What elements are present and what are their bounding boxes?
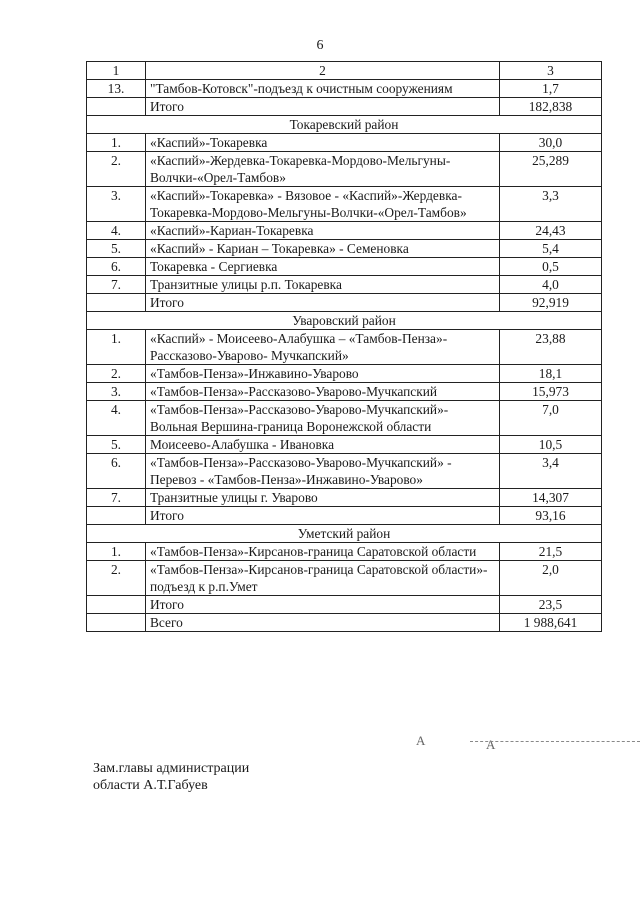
total-label: Итого (146, 596, 500, 614)
road-name: «Каспий» - Кариан – Токаревка» - Семеновка (146, 240, 500, 258)
road-length: 3,3 (500, 187, 602, 222)
row-number: 5. (87, 240, 146, 258)
page-number: 6 (316, 38, 324, 53)
road-length: 15,973 (500, 383, 602, 401)
signature-block (93, 760, 249, 794)
total-empty-cell (87, 98, 146, 116)
total-row (87, 596, 602, 614)
total-length: 92,919 (500, 294, 602, 312)
table-row (87, 222, 602, 240)
row-number: 13. (87, 80, 146, 98)
row-number: 1. (87, 134, 146, 152)
road-name: «Тамбов-Пенза»-Кирсанов-граница Саратовской области»-подъезд к р.п.Умет (146, 561, 500, 596)
road-length: 4,0 (500, 276, 602, 294)
total-row (87, 98, 602, 116)
road-length: 23,88 (500, 330, 602, 365)
header-col-1: 1 (87, 62, 146, 80)
table-row (87, 489, 602, 507)
road-length: 10,5 (500, 436, 602, 454)
table-row (87, 80, 602, 98)
row-number: 6. (87, 258, 146, 276)
handwritten-mark: A (486, 737, 496, 752)
handwritten-mark: A (416, 733, 426, 748)
table-row (87, 330, 602, 365)
row-number: 2. (87, 365, 146, 383)
table-header-row (87, 62, 602, 80)
total-label: Всего (146, 614, 500, 632)
table-row (87, 187, 602, 222)
road-name: «Тамбов-Пенза»-Кирсанов-граница Саратовской области (146, 543, 500, 561)
table-row (87, 383, 602, 401)
district-name: Уметский район (87, 525, 602, 543)
road-name: «Каспий» - Моисеево-Алабушка – «Тамбов-Пенза»-Рассказово-Уварово- Мучкапский» (146, 330, 500, 365)
scan-line-artifact (470, 741, 640, 742)
road-length: 5,4 (500, 240, 602, 258)
total-length: 1 988,641 (500, 614, 602, 632)
district-header-row (87, 116, 602, 134)
road-length: 14,307 (500, 489, 602, 507)
total-empty-cell (87, 614, 146, 632)
road-name: "Тамбов-Котовск"-подъезд к очистным сооружениям (146, 80, 500, 98)
total-length: 182,838 (500, 98, 602, 116)
total-row (87, 614, 602, 632)
road-length: 30,0 (500, 134, 602, 152)
road-length: 0,5 (500, 258, 602, 276)
row-number: 3. (87, 187, 146, 222)
row-number: 2. (87, 561, 146, 596)
row-number: 1. (87, 330, 146, 365)
district-name: Токаревский район (87, 116, 602, 134)
table-row (87, 240, 602, 258)
road-length: 7,0 (500, 401, 602, 436)
road-length: 21,5 (500, 543, 602, 561)
table-row (87, 401, 602, 436)
table-row (87, 152, 602, 187)
road-name: «Тамбов-Пенза»-Инжавино-Уварово (146, 365, 500, 383)
total-label: Итого (146, 98, 500, 116)
row-number: 3. (87, 383, 146, 401)
road-name: Токаревка - Сергиевка (146, 258, 500, 276)
district-name: Уваровский район (87, 312, 602, 330)
table-row (87, 543, 602, 561)
row-number: 5. (87, 436, 146, 454)
table-row (87, 365, 602, 383)
row-number: 4. (87, 222, 146, 240)
road-length: 24,43 (500, 222, 602, 240)
row-number: 6. (87, 454, 146, 489)
table-row (87, 276, 602, 294)
road-name: Транзитные улицы г. Уварово (146, 489, 500, 507)
total-row (87, 294, 602, 312)
header-col-3: 3 (500, 62, 602, 80)
signature-position: Зам.главы администрации (93, 761, 250, 776)
roads-table (86, 61, 602, 632)
total-length: 93,16 (500, 507, 602, 525)
table-row (87, 454, 602, 489)
road-name: «Тамбов-Пенза»-Рассказово-Уварово-Мучкапский» - Перевоз - «Тамбов-Пенза»-Инжавино-Уварово» (146, 454, 500, 489)
table-row (87, 258, 602, 276)
total-label: Итого (146, 294, 500, 312)
signature-name: области А.Т.Габуев (93, 778, 208, 793)
total-row (87, 507, 602, 525)
road-length: 25,289 (500, 152, 602, 187)
table-row (87, 436, 602, 454)
road-name: «Каспий»-Кариан-Токаревка (146, 222, 500, 240)
road-name: «Тамбов-Пенза»-Рассказово-Уварово-Мучкапский (146, 383, 500, 401)
road-name: Транзитные улицы р.п. Токаревка (146, 276, 500, 294)
road-name: «Тамбов-Пенза»-Рассказово-Уварово-Мучкапский»-Вольная Вершина-граница Воронежской области (146, 401, 500, 436)
header-col-2: 2 (146, 62, 500, 80)
row-number: 7. (87, 489, 146, 507)
total-empty-cell (87, 507, 146, 525)
road-name: Моисеево-Алабушка - Ивановка (146, 436, 500, 454)
total-label: Итого (146, 507, 500, 525)
district-header-row (87, 312, 602, 330)
district-header-row (87, 525, 602, 543)
road-name: «Каспий»-Токаревка (146, 134, 500, 152)
row-number: 4. (87, 401, 146, 436)
road-name: «Каспий»-Жердевка-Токаревка-Мордово-Мельгуны-Волчки-«Орел-Тамбов» (146, 152, 500, 187)
total-empty-cell (87, 596, 146, 614)
road-length: 2,0 (500, 561, 602, 596)
table-row (87, 134, 602, 152)
row-number: 1. (87, 543, 146, 561)
road-length: 3,4 (500, 454, 602, 489)
total-empty-cell (87, 294, 146, 312)
total-length: 23,5 (500, 596, 602, 614)
table-row (87, 561, 602, 596)
road-length: 18,1 (500, 365, 602, 383)
road-length: 1,7 (500, 80, 602, 98)
road-name: «Каспий»-Токаревка» - Вязовое - «Каспий»-Жердевка-Токаревка-Мордово-Мельгуны-Волчки-«Орел-Тамбов» (146, 187, 500, 222)
row-number: 7. (87, 276, 146, 294)
row-number: 2. (87, 152, 146, 187)
